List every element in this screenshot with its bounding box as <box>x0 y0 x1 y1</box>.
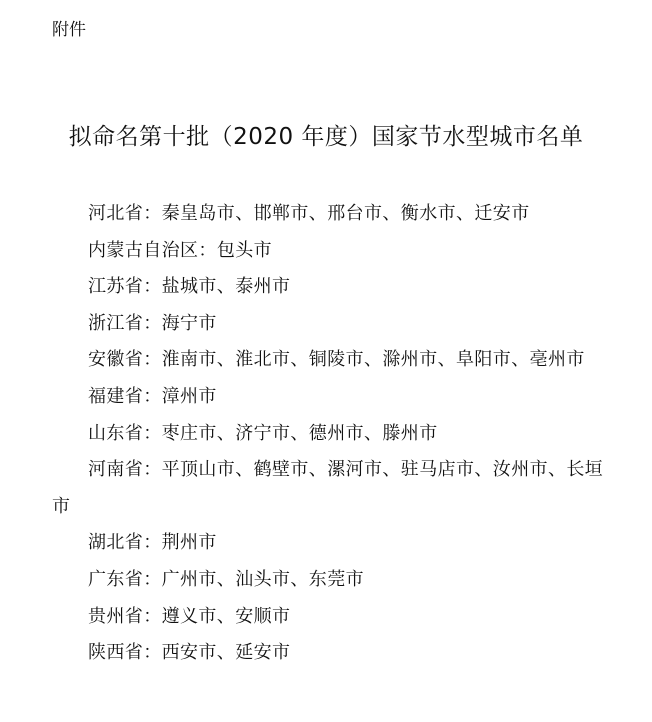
separator: ： <box>143 349 162 371</box>
province-name: 内蒙古自治区 <box>88 239 199 261</box>
province-name: 湖北省 <box>88 532 144 554</box>
separator: ： <box>143 532 162 554</box>
province-name: 山东省 <box>88 422 144 444</box>
separator: ： <box>143 642 162 664</box>
city-names: 广州市、汕头市、东莞市 <box>161 568 365 590</box>
province-name: 福建省 <box>88 385 144 407</box>
list-item <box>52 525 604 562</box>
city-names: 荆州市 <box>161 532 217 554</box>
province-name: 河南省 <box>88 459 144 481</box>
city-list <box>52 196 604 672</box>
separator: ： <box>143 459 162 481</box>
city-names: 秦皇岛市、邯郸市、邢台市、衡水市、迁安市 <box>161 203 530 224</box>
city-names: 遵义市、安顺市 <box>161 605 291 627</box>
province-name: 江苏省 <box>88 276 144 298</box>
city-names: 包头市 <box>216 239 273 261</box>
list-item <box>52 599 604 636</box>
list-item <box>52 233 604 270</box>
list-item <box>52 452 604 525</box>
list-item <box>52 342 604 379</box>
province-name: 广东省 <box>88 568 144 590</box>
city-names: 海宁市 <box>161 312 217 334</box>
province-name: 安徽省 <box>88 349 144 371</box>
list-item <box>52 562 604 599</box>
city-names: 盐城市、泰州市 <box>161 276 291 298</box>
separator: ： <box>143 568 162 590</box>
list-item <box>52 269 604 306</box>
attachment-label: 附件 <box>52 20 86 40</box>
list-item <box>52 379 604 416</box>
list-item <box>52 635 604 672</box>
separator: ： <box>143 276 162 298</box>
separator: ： <box>198 239 217 261</box>
city-names: 西安市、延安市 <box>161 642 291 664</box>
separator: ： <box>143 312 162 334</box>
list-item <box>52 306 604 343</box>
city-names: 淮南市、淮北市、铜陵市、滁州市、阜阳市、亳州市 <box>161 349 585 371</box>
province-name: 浙江省 <box>88 312 144 334</box>
list-item <box>52 196 604 233</box>
separator: ： <box>143 203 162 224</box>
city-names: 平顶山市、鹤壁市、漯河市、驻马店市、汝州市、长垣市 <box>52 459 604 517</box>
list-item <box>52 416 604 453</box>
province-name: 贵州省 <box>88 605 144 627</box>
city-names: 枣庄市、济宁市、德州市、滕州市 <box>161 422 438 444</box>
separator: ： <box>143 422 162 444</box>
province-name: 河北省 <box>88 203 144 224</box>
province-name: 陕西省 <box>88 642 144 664</box>
document-title: 拟命名第十批（2020 年度）国家节水型城市名单 <box>68 124 584 150</box>
separator: ： <box>143 605 162 627</box>
city-names: 漳州市 <box>161 385 217 407</box>
separator: ： <box>143 385 162 407</box>
